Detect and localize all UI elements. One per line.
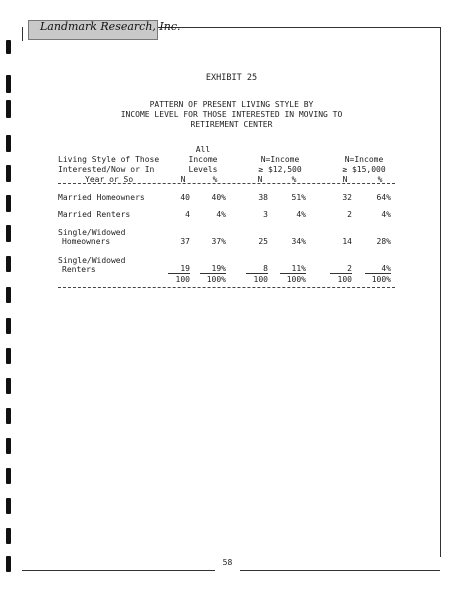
col-header-pct: % [291, 175, 297, 184]
binding-mark [6, 195, 11, 212]
binding-mark [6, 165, 11, 182]
col-header-pct: % [212, 175, 218, 184]
cell-15000-n: 32 [342, 193, 352, 202]
binding-mark [6, 256, 11, 272]
row-header-line-3: Year or So [85, 175, 134, 184]
cell-12500-pct: 34% [291, 237, 306, 246]
group-header-15000-line-2: ≥ $15,000 [342, 165, 386, 174]
cell-12500-n: 8 [263, 264, 268, 273]
cell-12500-pct: 51% [291, 193, 306, 202]
total-all-pct: 100% [206, 275, 226, 284]
sum-rule [168, 273, 190, 274]
total-15000-n: 100 [337, 275, 352, 284]
binding-mark [6, 348, 11, 364]
col-header-n: N [257, 175, 263, 184]
binding-mark [6, 468, 11, 484]
table-bottom-rule [58, 287, 395, 288]
header-rule [58, 183, 395, 184]
row-header-line-2: Interested/Now or In [58, 165, 155, 174]
sum-rule [200, 273, 226, 274]
col-header-n: N [180, 175, 186, 184]
frame-line [240, 570, 440, 571]
cell-15000-n: 2 [347, 210, 352, 219]
frame-line [22, 27, 23, 41]
total-15000-pct: 100% [371, 275, 391, 284]
cell-12500-n: 38 [258, 193, 268, 202]
binding-mark [6, 408, 11, 424]
company-logo: Landmark Research, Inc. [40, 20, 181, 33]
total-12500-pct: 100% [286, 275, 306, 284]
cell-15000-pct: 64% [376, 193, 391, 202]
cell-12500-pct: 11% [291, 264, 306, 273]
row-label: Married Renters [58, 210, 131, 219]
cell-15000-n: 2 [347, 264, 352, 273]
cell-all-n: 37 [180, 237, 190, 246]
exhibit-title-line-3: RETIREMENT CENTER [190, 120, 273, 129]
cell-15000-pct: 4% [381, 210, 391, 219]
col-header-n: N [342, 175, 348, 184]
group-header-all-line-3: Levels [188, 165, 218, 174]
page-number: 58 [222, 558, 233, 567]
cell-15000-pct: 4% [381, 264, 391, 273]
binding-mark [6, 318, 11, 334]
cell-all-pct: 37% [211, 237, 226, 246]
exhibit-title-line-1: PATTERN OF PRESENT LIVING STYLE BY [149, 100, 314, 109]
sum-rule [330, 273, 352, 274]
frame-line [22, 570, 215, 571]
binding-mark [6, 287, 11, 303]
total-all-n: 100 [175, 275, 190, 284]
cell-all-pct: 40% [211, 193, 226, 202]
cell-all-n: 19 [180, 264, 190, 273]
group-header-12500-line-1: N=Income [260, 155, 300, 164]
sum-rule [246, 273, 268, 274]
binding-mark [6, 556, 11, 572]
row-label-line-1: Single/Widowed [58, 256, 126, 265]
sum-rule [280, 273, 306, 274]
group-header-15000-line-1: N=Income [344, 155, 384, 164]
binding-mark [6, 498, 11, 514]
cell-all-pct: 4% [216, 210, 226, 219]
binding-mark [6, 225, 11, 242]
group-header-all-line-1: All [195, 145, 211, 154]
cell-12500-pct: 4% [296, 210, 306, 219]
row-header-line-1: Living Style of Those [58, 155, 160, 164]
cell-15000-pct: 28% [376, 237, 391, 246]
cell-all-pct: 19% [211, 264, 226, 273]
group-header-12500-line-2: ≥ $12,500 [258, 165, 302, 174]
row-label-line-2: Homeowners [62, 237, 111, 246]
row-label-line-2: Renters [62, 265, 96, 274]
cell-12500-n: 25 [258, 237, 268, 246]
cell-all-n: 4 [185, 210, 190, 219]
binding-mark [6, 135, 11, 152]
row-label: Married Homeowners [58, 193, 145, 202]
cell-12500-n: 3 [263, 210, 268, 219]
cell-all-n: 40 [180, 193, 190, 202]
binding-mark [6, 528, 11, 544]
binding-mark [6, 378, 11, 394]
binding-mark [6, 40, 11, 54]
sum-rule [365, 273, 391, 274]
exhibit-title-line-2: INCOME LEVEL FOR THOSE INTERESTED IN MOVING TO [120, 110, 343, 119]
group-header-all-line-2: Income [188, 155, 218, 164]
cell-15000-n: 14 [342, 237, 352, 246]
col-header-pct: % [377, 175, 383, 184]
row-label-line-1: Single/Widowed [58, 228, 126, 237]
binding-mark [6, 438, 11, 454]
total-12500-n: 100 [253, 275, 268, 284]
exhibit-label: EXHIBIT 25 [205, 73, 258, 83]
